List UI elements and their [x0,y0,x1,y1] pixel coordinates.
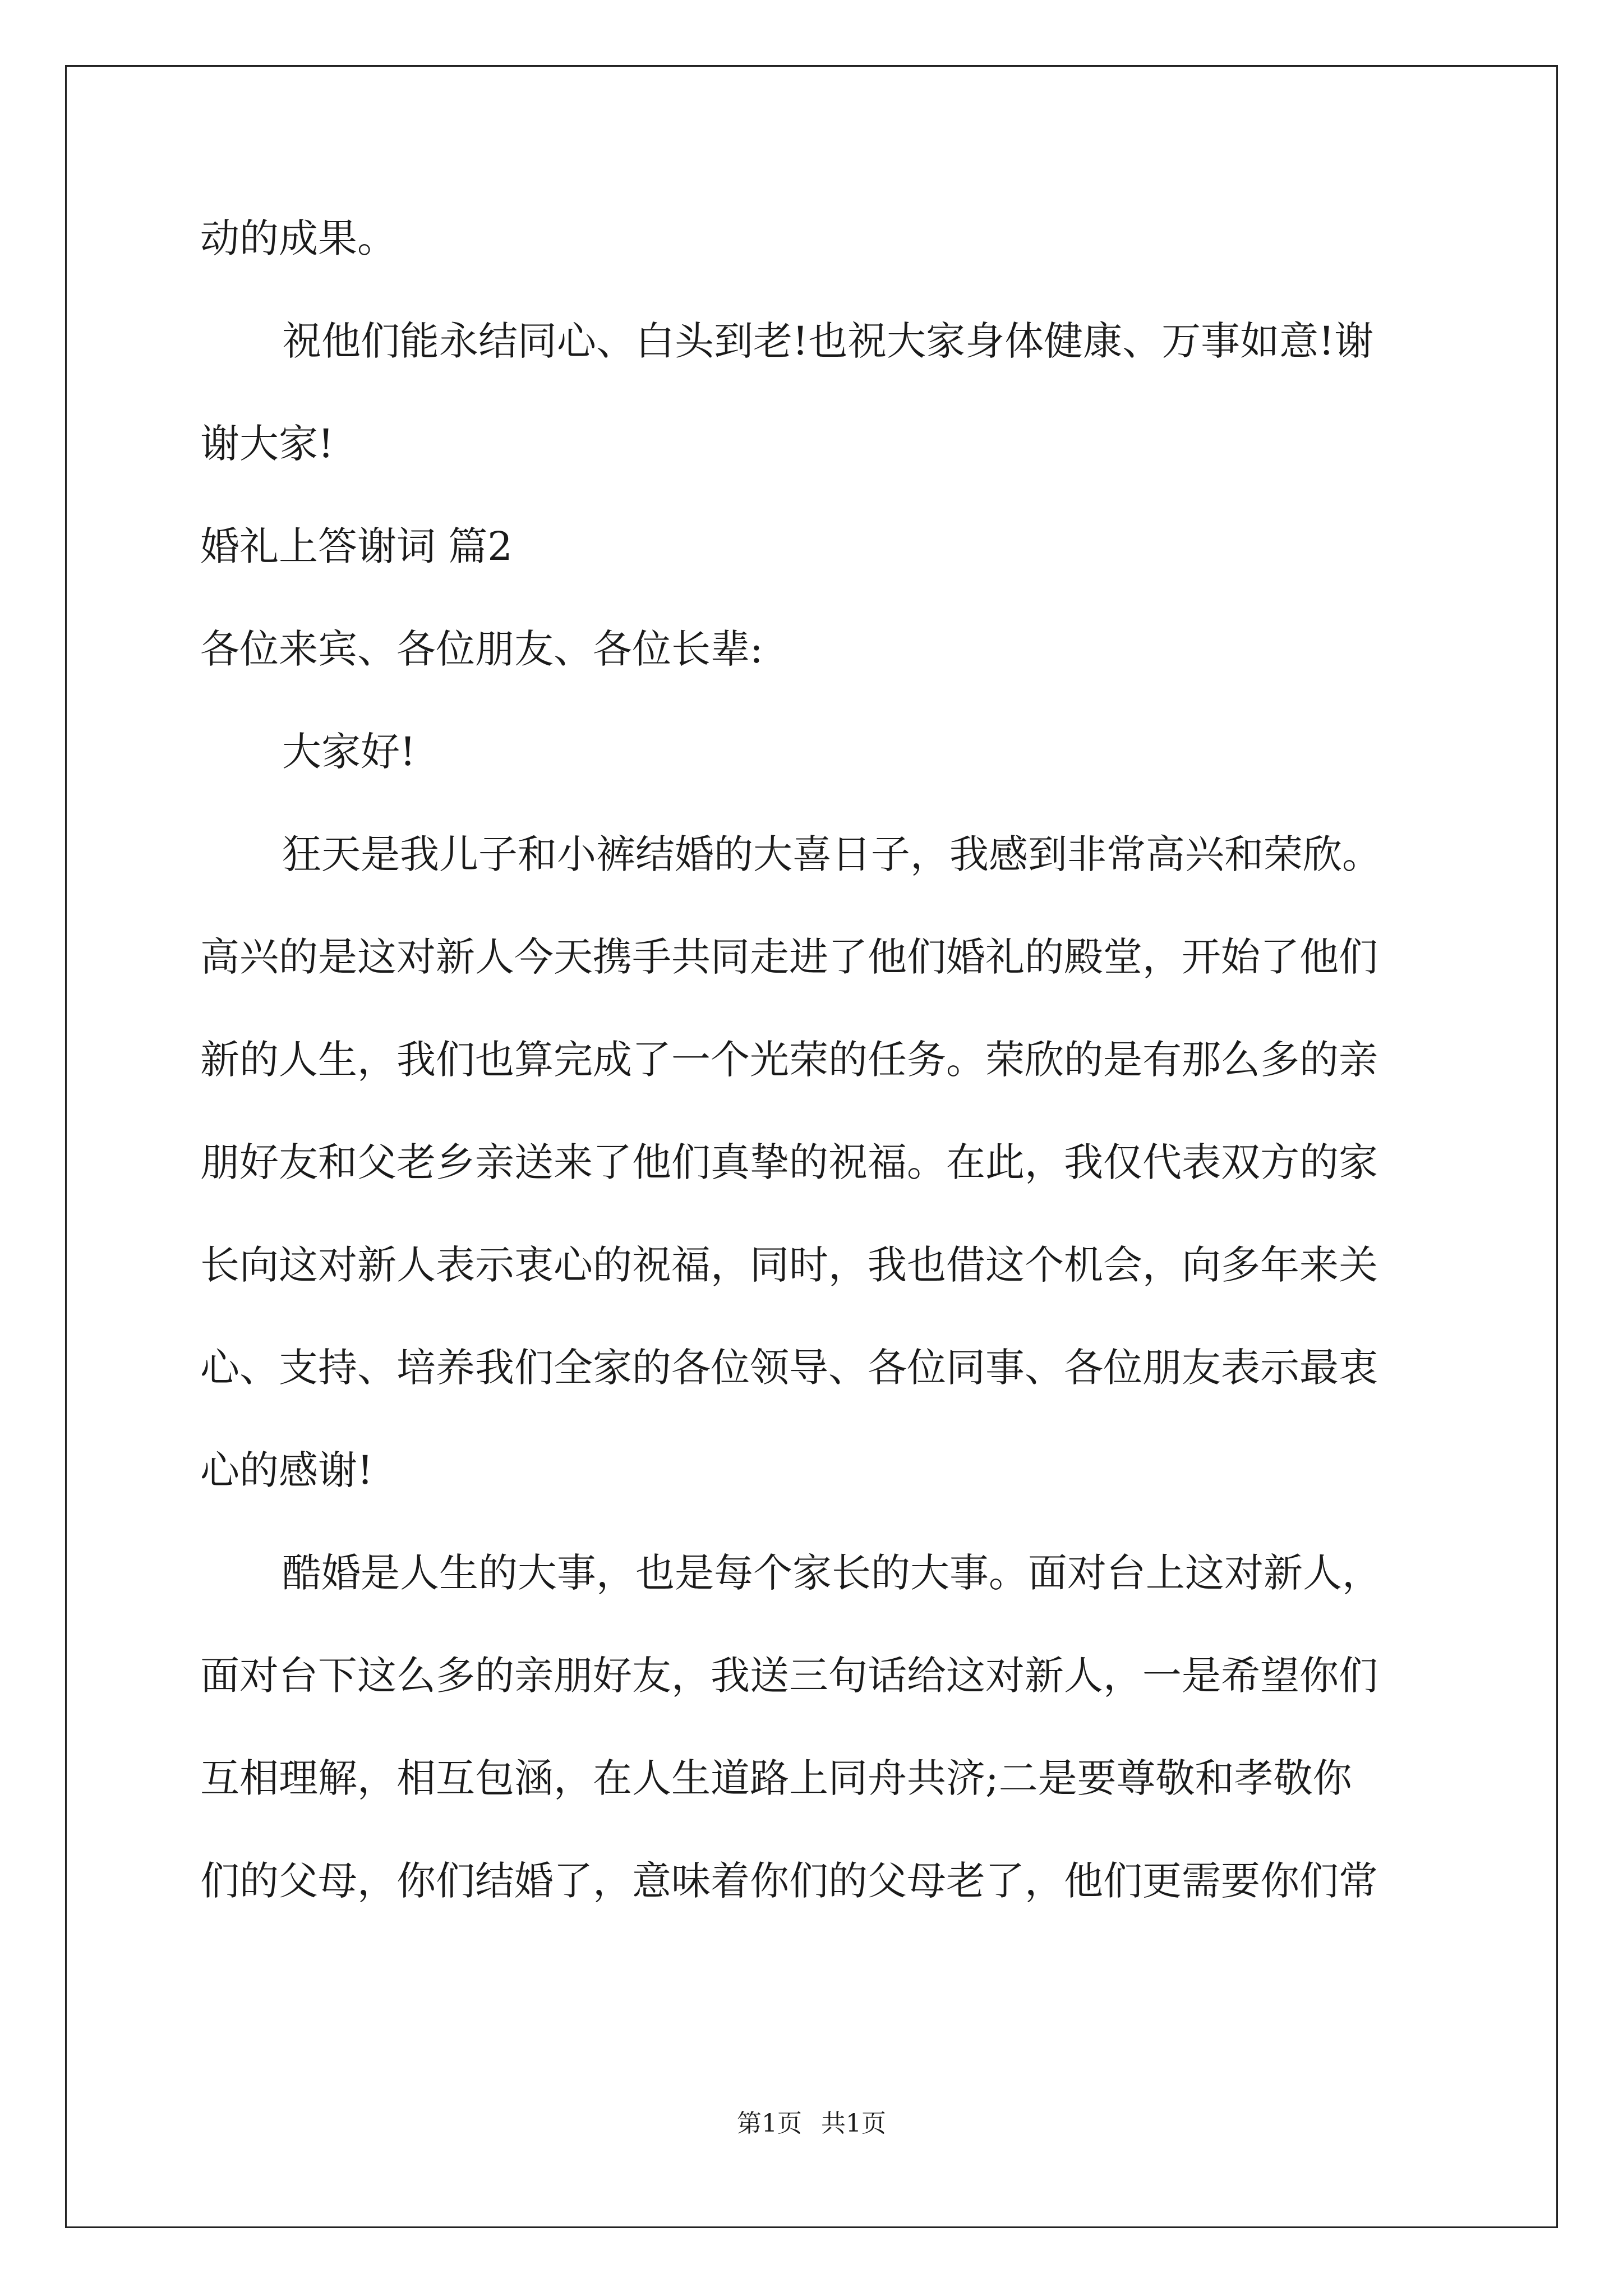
text-line: 酷婚是人生的大事，也是每个家长的大事。面对台上这对新人， [282,1550,1381,1596]
text-line: 动的成果。 [200,215,396,261]
text-line: 互相理解，相互包涵，在人生道路上同舟共济;二是要尊敬和孝敬你 [200,1755,1352,1801]
section-heading: 婚礼上答谢词 篇2 [200,523,513,569]
page-footer [0,2107,1623,2141]
text-line: 长向这对新人表示衷心的祝福，同时，我也借这个机会，向多年来关 [200,1242,1378,1288]
text-line: 心的感谢! [200,1447,374,1493]
text-line: 面对台下这么多的亲朋好友，我送三句话给这对新人，一是希望你们 [200,1653,1378,1699]
page-number: 第1页 [737,2109,802,2138]
text-line: 狂天是我儿子和小裤结婚的大喜日子，我感到非常高兴和荣欣。 [282,831,1381,877]
salutation: 各位来宾、各位朋友、各位长辈: [200,626,763,672]
text-line: 大家好! [282,729,416,775]
text-line: 们的父母，你们结婚了，意味着你们的父母老了，他们更需要你们常 [200,1858,1378,1904]
text-line: 心、支持、培养我们全家的各位领导、各位同事、各位朋友表示最衷 [200,1345,1378,1391]
text-line: 谢大家! [200,421,334,467]
text-line: 新的人生，我们也算完成了一个光荣的任务。荣欣的是有那么多的亲 [200,1037,1378,1083]
text-line: 高兴的是这对新人今天携手共同走进了他们婚礼的殿堂，开始了他们 [200,934,1378,980]
text-line: 朋好友和父老乡亲送来了他们真挚的祝福。在此，我仅代表双方的家 [200,1139,1378,1185]
text-line: 祝他们能永结同心、白头到老!也祝大家身体健康、万事如意!谢 [282,318,1374,364]
page-total: 共1页 [821,2109,886,2138]
